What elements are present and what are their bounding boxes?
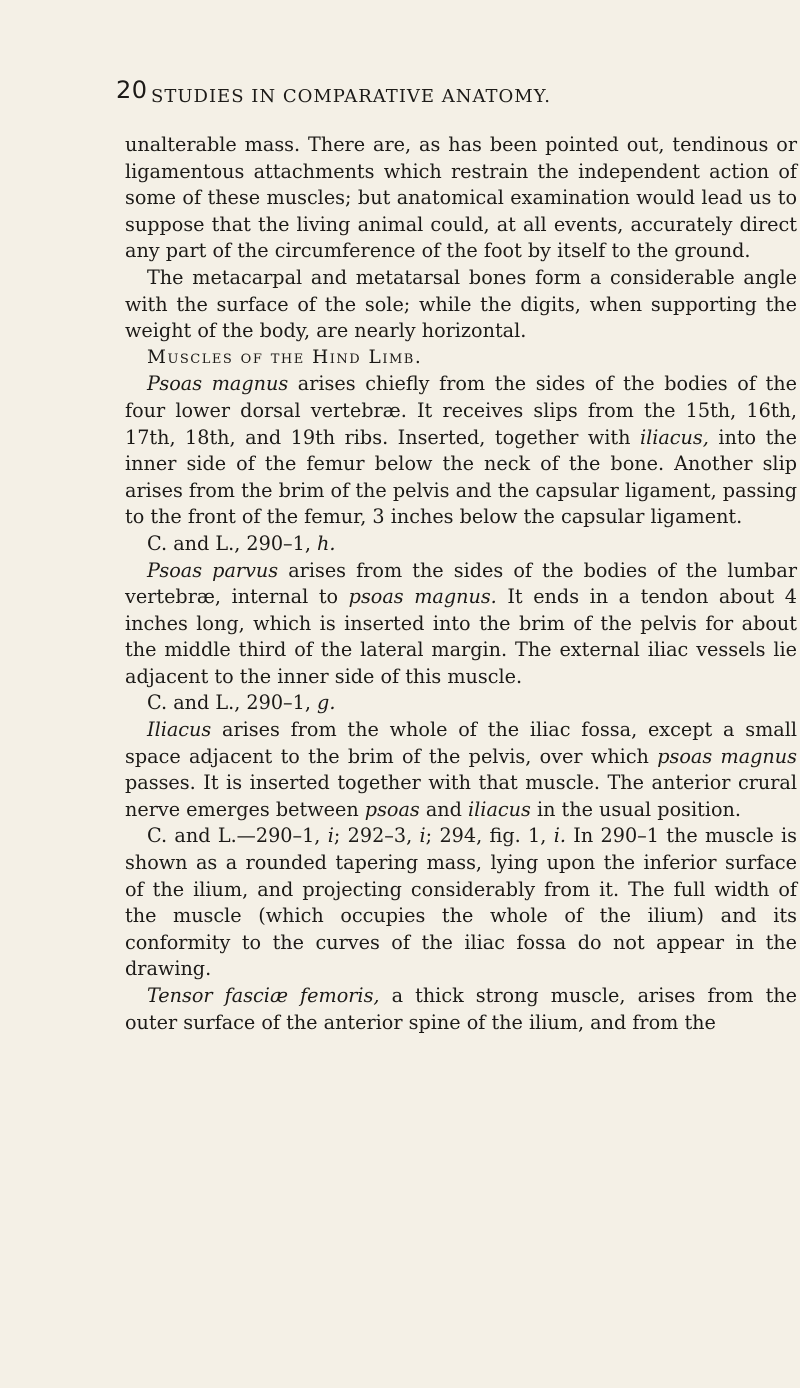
iliacus-term-3: iliacus (468, 797, 531, 821)
citation-text: C. and L., 290–1, (147, 531, 318, 555)
psoas-parvus-term: psoas magnus. (348, 585, 497, 609)
running-title: STUDIES IN COMPARATIVE ANATOMY. (151, 86, 552, 107)
tensor-text-a: a thick strong muscle, arises from the outer surface of the anterior spine of the ilium, and from the (125, 984, 797, 1034)
running-head (116, 76, 800, 114)
citation-psoas-magnus (125, 531, 797, 558)
iliacus-text-d: in the usual position. (530, 797, 741, 821)
citation-text: C. and L., 290–1, (147, 691, 318, 715)
psoas-magnus-term: iliacus, (639, 425, 709, 449)
iliacus-text-c: and (419, 797, 469, 821)
paragraph-metacarpal: The metacarpal and metatarsal bones form a considerable angle with the surface of the sole; while the digits, when supporting the weight of the body, are nearly horizontal. (125, 265, 797, 343)
iliacus-cite-letter-2: i (419, 824, 426, 848)
paragraph-psoas-parvus (125, 558, 797, 691)
muscle-name-psoas-magnus: Psoas magnus (147, 372, 289, 396)
iliacus-cite-d: In 290–1 the muscle is shown as a rounded tapering mass, lying upon the inferior surface of the ilium, and projecting considerably from it. The full width of the muscle (which occupies the whole of the ilium) and its conformity to the curves of the iliac fossa do not appear in the drawing. (125, 824, 798, 981)
muscle-name-psoas-parvus: Psoas parvus (147, 558, 279, 582)
iliacus-term-1: psoas magnus (657, 744, 797, 768)
page-number: 20 (116, 76, 148, 104)
paragraph-psoas-magnus (125, 371, 797, 531)
psoas-magnus-text-a: arises chiefly from the sides of the bodies of the four lower dorsal vertebræ. It receives slips from the 15th, 16th, 17th, 18th, and 19th ribs. Inserted, together with (125, 372, 797, 449)
paragraph-iliacus-citation (125, 823, 797, 983)
citation-psoas-parvus (125, 690, 797, 717)
iliacus-cite-b: ; 292–3, (333, 824, 420, 848)
citation-letter: g. (317, 691, 336, 715)
paragraph-foot-attachments: unalterable mass. There are, as has been pointed out, tendinous or ligamentous attachments which restrain the independent action of some of these muscles; but anatomical examination would lead us to suppose that the living animal could, at all events, accurately direct any part of the circumference of the foot by itself to the ground. (125, 133, 797, 263)
iliacus-text-a: arises from the whole of the iliac fossa, except a small space adjacent to the brim of the pelvis, over which (125, 718, 797, 768)
iliacus-cite-letter-3: i. (553, 824, 566, 848)
psoas-parvus-text-a: arises from the sides of the bodies of the lumbar vertebræ, internal to (125, 558, 797, 609)
body-text (125, 132, 797, 1036)
muscle-name-iliacus: Iliacus (147, 718, 212, 742)
citation-letter: h. (317, 531, 336, 555)
section-heading: Muscles of the Hind Limb. (147, 346, 423, 368)
iliacus-cite-letter-1: i (327, 824, 334, 848)
paragraph-tensor-fasciae (125, 983, 797, 1036)
muscle-name-tensor: Tensor fasciæ femoris, (147, 984, 380, 1007)
iliacus-term-2: psoas (364, 797, 420, 821)
psoas-magnus-text-b: into the inner side of the femur below the neck of the bone. Another slip arises from the brim of the pelvis and the capsular ligament, passing to the front of the femur, 3 inches below the capsular ligament. (125, 425, 797, 529)
iliacus-cite-c: ; 294, fig. 1, (425, 824, 554, 848)
iliacus-cite-a: C. and L.—290–1, (147, 824, 328, 848)
iliacus-text-b: passes. It is inserted together with that muscle. The anterior crural nerve emerges between (125, 771, 797, 821)
paragraph-iliacus (125, 717, 797, 823)
psoas-parvus-text-b: It ends in a tendon about 4 inches long, which is inserted into the brim of the pelvis for about the middle third of the lateral margin. The external iliac vessels lie adjacent to the inner side of this muscle. (125, 585, 797, 688)
